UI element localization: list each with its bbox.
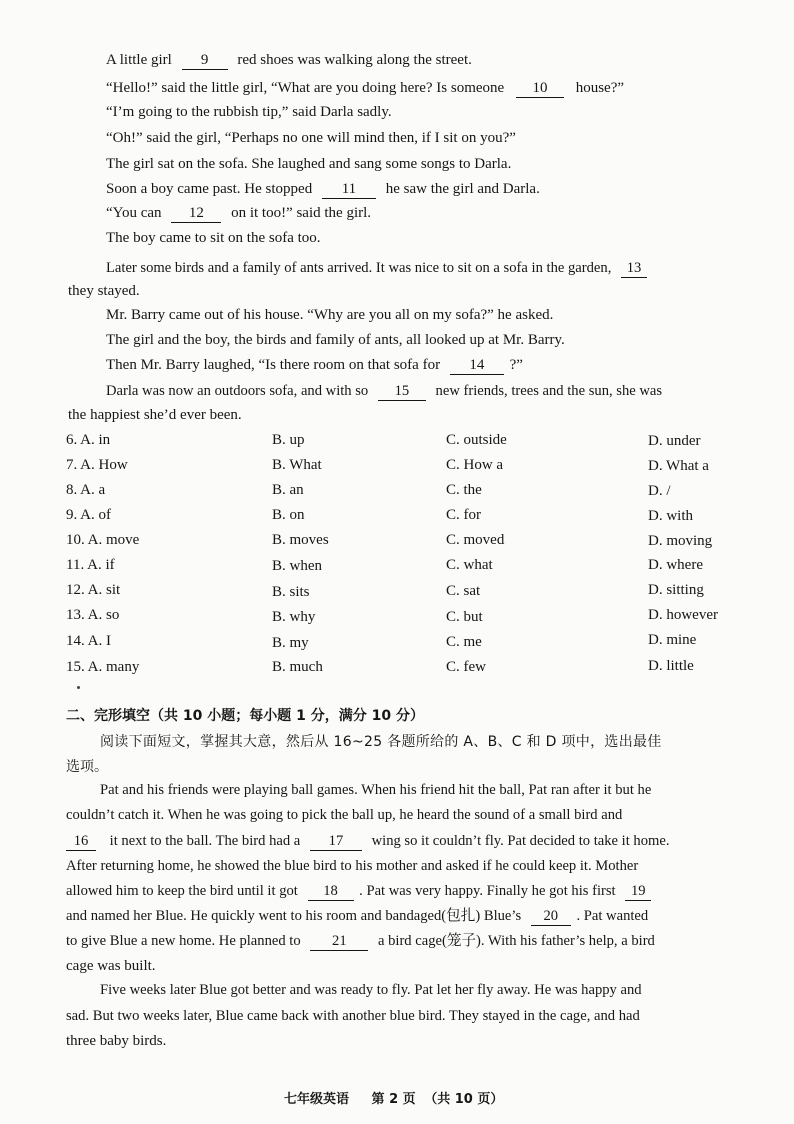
option-8b: B. an [272,482,304,498]
story2-p1-line-7 [66,931,655,951]
footer-page: 第 2 页 [371,1092,416,1107]
option-10b: B. moves [272,532,329,548]
text: ?” [509,357,523,373]
story2-p1-line-2: couldn’t catch it. When he was going to pick the ball up, he heard the sound of a small bird and [66,807,623,823]
story1-line-11: Mr. Barry came out of his house. “Why are you all on my sofa?” he asked. [106,307,554,323]
option-11a: 11. A. if [66,557,115,573]
section2-instruction-line-2: 选项。 [66,759,108,775]
option-6c: C. outside [446,432,507,448]
story1-line-3: “I’m going to the rubbish tip,” said Darla sadly. [106,104,392,120]
blank-13: 13 [621,259,647,278]
option-13b: B. why [272,609,316,625]
text: and named her Blue. He quickly went to his room and bandaged(包扎) Blue’s [66,908,522,924]
footer-subject: 七年级英语 [284,1092,350,1107]
option-12a: 12. A. sit [66,582,121,598]
section2-instruction-line-1: 阅读下面短文，掌握其大意，然后从 16~25 各题所给的 A、B、C 和 D 项中，选出最佳 [100,734,662,750]
text: allowed him to keep the bird until it got [66,883,298,899]
blank-12: 12 [171,204,221,223]
story1-line-6 [106,179,540,199]
blank-14: 14 [450,356,504,375]
text: house?” [575,80,625,96]
option-15a: 15. A. many [66,659,140,675]
option-15d: D. little [648,658,694,674]
option-13d: D. however [648,607,718,623]
blank-11: 11 [322,180,376,199]
option-12d: D. sitting [648,582,704,598]
option-14a: 14. A. I [66,633,111,649]
option-15c: C. few [446,659,486,675]
story2-p2-line-3: three baby birds. [66,1033,167,1049]
blank-16: 16 [66,832,96,851]
text: “You can [106,205,162,221]
option-12b: B. sits [272,584,310,600]
story1-line-10: they stayed. [68,283,140,299]
blank-15: 15 [378,382,426,401]
option-11c: C. what [446,557,493,573]
option-9b: B. on [272,507,305,523]
option-9c: C. for [446,507,481,523]
text: . Pat was very happy. Finally he got his first [359,883,616,899]
story1-line-2 [106,78,624,98]
story1-line-5: The girl sat on the sofa. She laughed and sang some songs to Darla. [106,156,512,172]
option-7c: C. How a [446,457,504,473]
story2-p1-line-3 [66,831,670,851]
text: a bird cage(笼子). With his father’s help, a bird [377,933,655,949]
story1-line-9 [106,258,647,278]
text: new friends, trees and the sun, she was [435,383,663,399]
blank-20: 20 [531,907,571,926]
story2-p2-line-1: Five weeks later Blue got better and was ready to fly. Pat let her fly away. He was happy and [100,982,642,998]
text: “Hello!” said the little girl, “What are you doing here? Is someone [106,80,505,96]
text: on it too!” said the girl. [231,205,372,221]
option-7b: B. What [272,457,322,473]
story1-line-14 [106,381,662,401]
option-6b: B. up [272,432,305,448]
option-8d: D. / [648,483,671,499]
story2-p1-line-6 [66,906,648,926]
option-6d: D. under [648,433,701,449]
option-15b: B. much [272,659,323,675]
blank-9: 9 [182,51,228,70]
text: Darla was now an outdoors sofa, and with so [106,383,369,399]
blank-18: 18 [308,882,354,901]
option-7a: 7. A. How [66,457,128,473]
story1-line-13 [106,355,523,375]
text: . Pat wanted [576,908,649,924]
text: Soon a boy came past. He stopped [106,181,313,197]
option-9d: D. with [648,508,693,524]
page-footer [284,1090,503,1110]
option-11b: B. when [272,558,322,574]
blank-21: 21 [310,932,368,951]
story1-line-12: The girl and the boy, the birds and family of ants, all looked up at Mr. Barry. [106,332,565,348]
story1-line-7 [106,203,371,223]
text: A little girl [106,52,172,68]
option-14d: D. mine [648,632,697,648]
story2-p2-line-2: sad. But two weeks later, Blue came back with another blue bird. They stayed in the cage, and had [66,1008,640,1024]
text: wing so it couldn’t fly. Pat decided to take it home. [371,833,670,849]
option-14b: B. my [272,635,309,651]
blank-10: 10 [516,79,564,98]
story2-p1-line-8: cage was built. [66,958,156,974]
option-13a: 13. A. so [66,607,120,623]
blank-19: 19 [625,882,651,901]
text: Then Mr. Barry laughed, “Is there room on that sofa for [106,357,441,373]
text: red shoes was walking along the street. [237,52,472,68]
story1-line-8: The boy came to sit on the sofa too. [106,230,321,246]
story1-line-1 [106,50,472,70]
text: it next to the ball. The bird had a [109,833,301,849]
text: to give Blue a new home. He planned to [66,933,301,949]
story2-p1-line-1: Pat and his friends were playing ball games. When his friend hit the ball, Pat ran after it but he [100,782,652,798]
story1-line-15: the happiest she’d ever been. [68,407,242,423]
option-14c: C. me [446,634,482,650]
option-8c: C. the [446,482,482,498]
option-9a: 9. A. of [66,507,111,523]
option-10a: 10. A. move [66,532,140,548]
text: Later some birds and a family of ants arrived. It was nice to sit on a sofa in the garden, [106,260,612,276]
blank-17: 17 [310,832,362,851]
stray-dot [77,686,80,689]
footer-total: （共 10 页） [424,1092,504,1107]
option-11d: D. where [648,557,703,573]
story2-p1-line-5 [66,881,651,901]
option-13c: C. but [446,609,483,625]
story2-p1-line-4: After returning home, he showed the blue bird to his mother and asked if he could keep it. Mother [66,858,639,874]
option-8a: 8. A. a [66,482,106,498]
text: he saw the girl and Darla. [385,181,540,197]
option-10d: D. moving [648,533,713,549]
section2-heading: 二、完形填空（共 10 小题；每小题 1 分，满分 10 分） [66,708,424,724]
option-10c: C. moved [446,532,505,548]
story1-line-4: “Oh!” said the girl, “Perhaps no one will mind then, if I sit on you?” [106,130,516,146]
option-6a: 6. A. in [66,432,111,448]
option-7d: D. What a [648,458,709,474]
option-12c: C. sat [446,583,481,599]
